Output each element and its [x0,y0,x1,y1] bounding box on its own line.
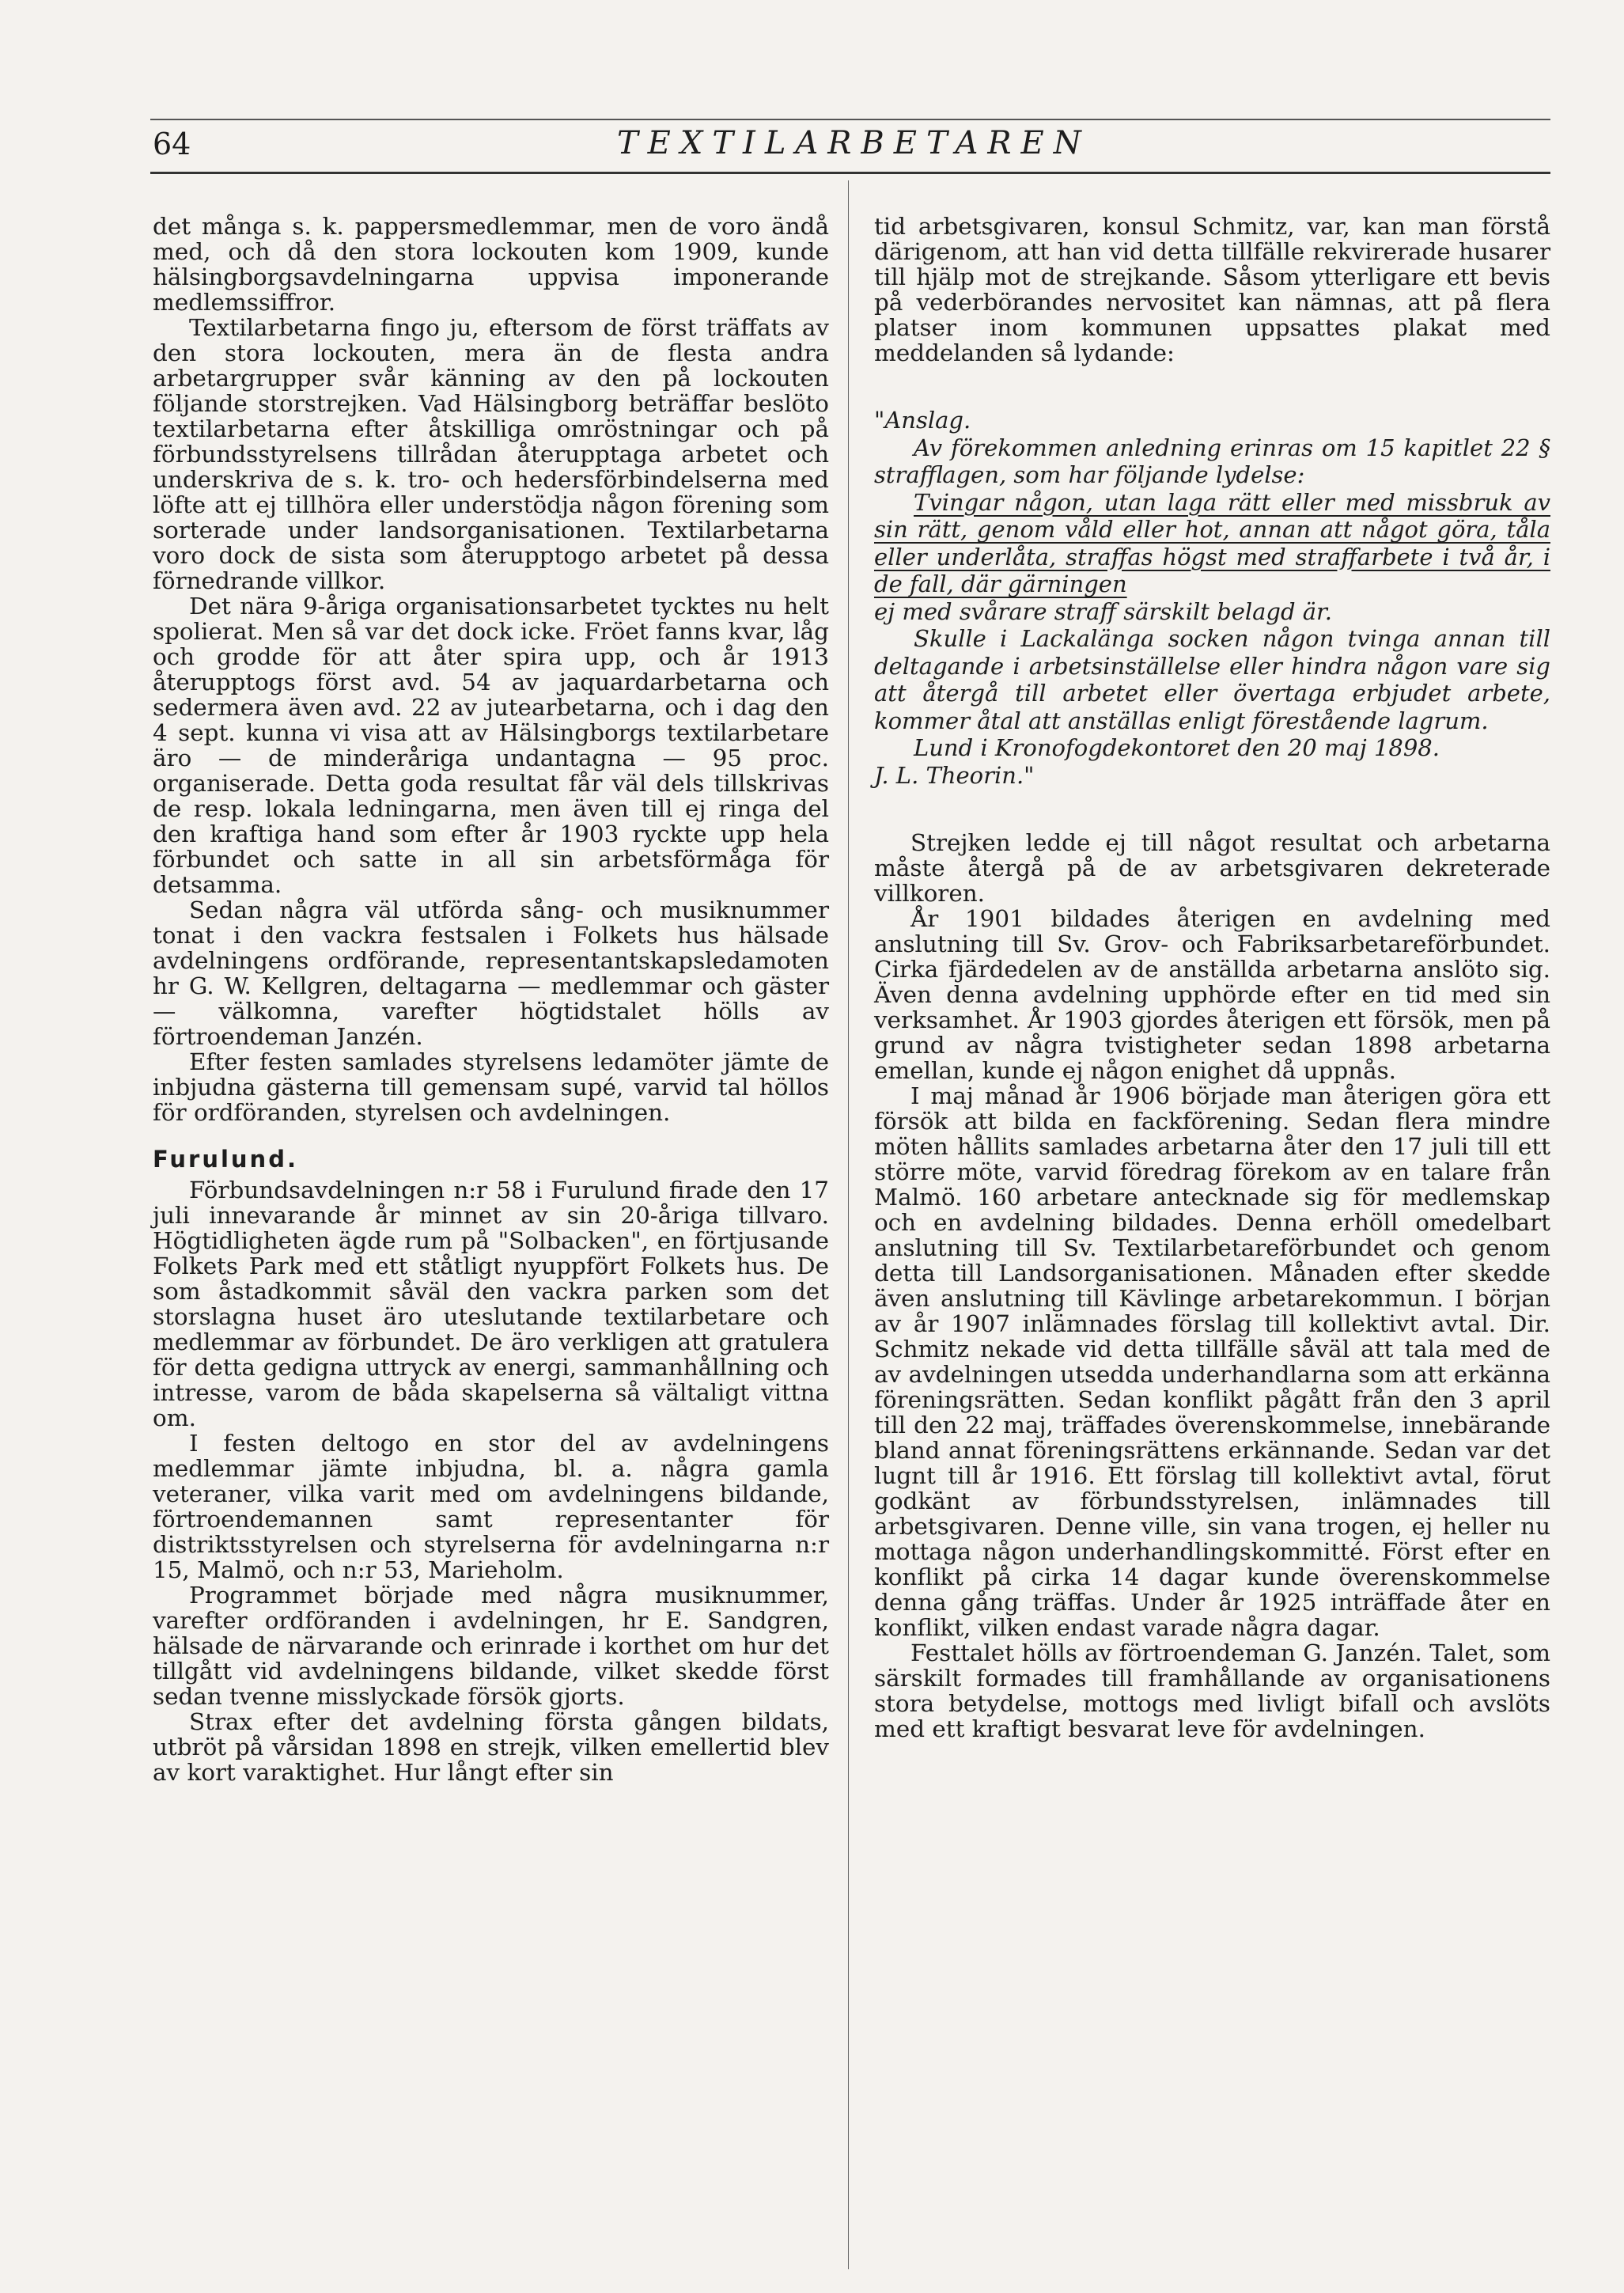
notice-place-date: Lund i Kronofogdekontoret den 20 maj 1898. [914,734,1440,761]
paragraph: Förbundsavdelningen n:r 58 i Furulund firade den 17 juli innevarande år minnet av sin 20-åriga tillvaro. Högtidligheten ägde rum på "Solbacken", en förtjusande Folkets Park med ett ståtligt nyuppfört Folkets hus. De som åstadkommit såväl den vackra parken som det storslagna huset äro uteslutande textilarbetare och medlemmar av förbundet. De äro verkligen att gratulera för detta gedigna uttryck av energi, sammanhållning och intresse, varom de båda skapelserna så vältaligt vittna om. [153,1177,829,1431]
notice-line: Av förekommen anledning erinras om 15 kapitlet 22 § strafflagen, som har följande lydelse: [874,434,1550,488]
paragraph: År 1901 bildades återigen en avdelning med anslutning till Sv. Grov- och Fabriksarbetareförbundet. Cirka fjärdedelen av de anställda arbetarna anslöto sig. Även denna avdelning upphörde efter en tid med sin verksamhet. År 1903 gjordes återigen ett försök, men på grund av några tvistigheter sedan 1898 arbetarna emellan, kunde ej någon enighet då uppnås. [874,905,1550,1084]
paragraph: det många s. k. pappersmedlemmar, men de voro ändå med, och då den stora lockouten kom 1909, kunde hälsingborgsavdelningarna uppvisa imponerande medlemssiffror. [153,213,829,316]
notice-signature: J. L. Theorin." [874,761,1035,789]
paragraph: Sedan några väl utförda sång- och musiknummer tonat i den vackra festsalen i Folkets hus hälsade avdelningens ordförande, representantskapsledamoten hr G. W. Kellgren, deltagarna — medlemmar och gäster — välkomna, varefter högtidstalet hölls av förtroendeman Janzén. [153,896,829,1050]
page-number: 64 [153,127,191,161]
paragraph: Efter festen samlades styrelsens ledamöter jämte de inbjudna gästerna till gemensam supé, varvid tal höllos för ordföranden, styrelsen och avdelningen. [153,1048,829,1126]
left-column [153,214,829,1785]
notice-underlined-text: Tvingar någon, utan laga rätt eller med missbruk av sin rätt, genom våld eller hot, annan att något göra, tåla eller underlåta, straffas högst med straffarbete i två år, i de fall, där gärningen [874,488,1550,597]
paragraph: Festtalet hölls av förtroendeman G. Janzén. Talet, som särskilt formades till framhållande av organisationens stora betydelse, mottogs med livligt bifall och avslöts med ett kraftigt besvarat leve för avdelningen. [874,1639,1550,1742]
section-heading: Furulund. [153,1146,298,1173]
paragraph: I festen deltogo en stor del av avdelningens medlemmar jämte inbjudna, bl. a. några gamla veteraner, vilka varit med om avdelningens bildande, förtroendemannen samt representanter för distriktsstyrelsen och styrelserna för avdelningarna n:r 15, Malmö, och n:r 53, Marieholm. [153,1430,829,1583]
paragraph: Strax efter det avdelning första gången bildats, utbröt på vårsidan 1898 en strejk, vilken emellertid blev av kort varaktighet. Hur långt efter sin [153,1708,829,1786]
paragraph: Strejken ledde ej till något resultat och arbetarna måste återgå på de av arbetsgivaren dekreterade villkoren. [874,829,1550,907]
paragraph: Textilarbetarna fingo ju, eftersom de först träffats av den stora lockouten, mera än de flesta andra arbetargrupper svår känning av den på lockouten följande storstrejken. Vad Hälsingborg beträffar beslöto textilarbetarna efter åtskilliga omröstningar och på förbundsstyrelsens tillrådan återupptaga arbetet och underskriva de s. k. tro- och hedersförbindelserna med löfte att ej tillhöra eller understödja någon förening som sorterade under landsorganisationen. Textilarbetarna voro dock de sista som återupptogo arbetet på dessa förnedrande villkor. [153,314,829,594]
notice-title: "Anslag. [874,407,971,434]
spacer [874,789,1550,830]
paragraph: Det nära 9-åriga organisationsarbetet tycktes nu helt spolierat. Men så var det dock icke. Fröet fanns kvar, låg och grodde för att åter spira upp, och år 1913 återupptogs först avd. 54 av jaquardarbetarna och sedermera även avd. 22 av jutearbetarna, och i dag den 4 sept. kunna vi visa att av Hälsingborgs textilarbetare äro — de minderåriga undantagna — 95 proc. organiserade. Detta goda resultat får väl dels tillskrivas de resp. lokala ledningarna, men även till ej ringa del den kraftiga hand som efter år 1903 ryckte upp hela förbundet och satte in all sin arbetsförmåga för detsamma. [153,593,829,898]
header-rule [150,172,1550,174]
column-divider [848,180,849,2269]
paragraph: Programmet började med några musiknummer, varefter ordföranden i avdelningen, hr E. Sandgren, hälsade de närvarande och erinrade i korthet om hur det tillgått vid avdelningens bildande, vilket skedde först sedan tvenne misslyckade försök gjorts. [153,1582,829,1710]
notice-line: ej med svårare straff särskilt belagd är. [874,597,1332,625]
notice-line: Skulle i Lackalänga socken någon tvinga annan till deltagande i arbetsinställelse eller hindra någon vare sig att återgå till arbetet eller övertaga erbjudet arbete, kommer åtal att anställas enligt förestående lagrum. [874,625,1550,734]
right-column [874,214,1550,1742]
paragraph: I maj månad år 1906 började man återigen göra ett försök att bilda en fackförening. Sedan flera mindre möten hållits samlades arbetarna åter den 17 juli till ett större möte, varvid föredrag förekom av en talare från Malmö. 160 arbetare antecknade sig för medlemskap och en avdelning bildades. Denna erhöll omedelbart anslutning till Sv. Textilarbetareförbundet och genom detta till Landsorganisationen. Månaden efter skedde även anslutning till Kävlinge arbetarekommun. I början av år 1907 inlämnades förslag till kollektivt avtal. Dir. Schmitz nekade vid detta tillfälle såväl att tala med de av avdelningen utsedda underhandlarna som att erkänna föreningsrätten. Sedan konflikt pågått från den 3 april till den 22 maj, träffades överenskommelse, innebärande bland annat föreningsrättens erkännande. Sedan var det lugnt till år 1916. Ett förslag till kollektivt avtal, förut godkänt av förbundsstyrelsen, inlämnades till arbetsgivaren. Denne ville, sin vana trogen, ej heller nu mottaga någon underhandlingskommitté. Först efter en konflikt på cirka 14 dagar kunde överenskommelse denna gång träffas. Under år 1925 inträffade åter en konflikt, vilken endast varade några dagar. [874,1082,1550,1641]
quoted-notice [874,407,1550,789]
top-rule [150,119,1550,120]
spacer [874,366,1550,407]
paragraph: tid arbetsgivaren, konsul Schmitz, var, kan man förstå därigenom, att han vid detta tillfälle rekvirerade husarer till hjälp mot de strejkande. Såsom ytterligare ett bevis på vederbörandes nervositet kan nämnas, att på flera platser inom kommunen uppsattes plakat med meddelanden så lydande: [874,213,1550,366]
running-title: TEXTILARBETAREN [617,125,1091,161]
